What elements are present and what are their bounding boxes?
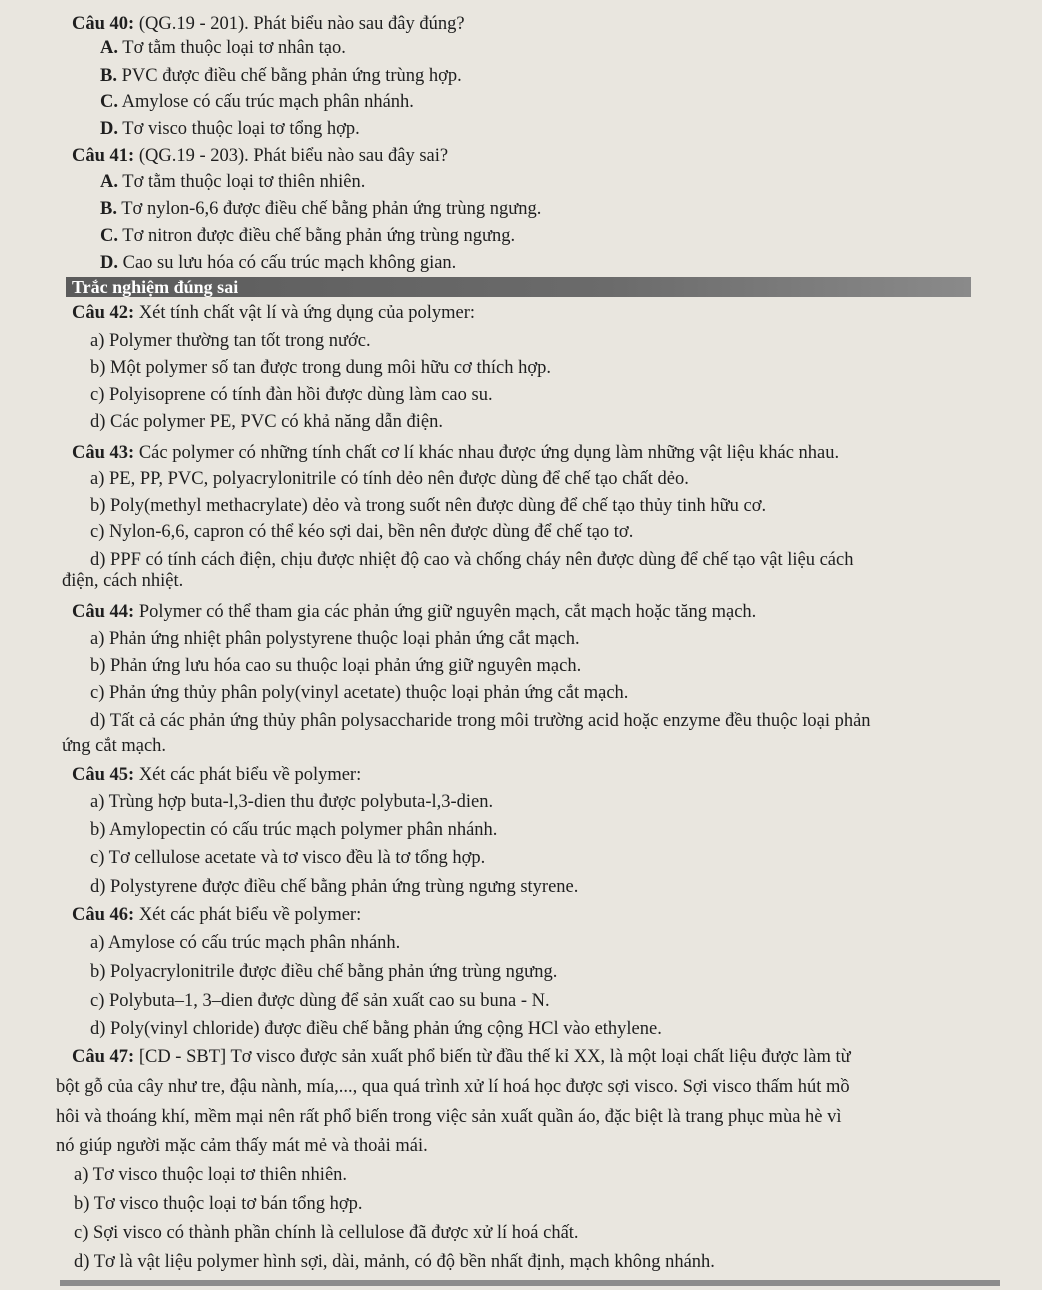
line-label: a): [74, 1165, 89, 1185]
line-label: b): [90, 962, 106, 982]
line-text: ứng cắt mạch.: [62, 736, 167, 756]
line-text: Polybuta–1, 3–dien được dùng để sản xuất cao su buna - N.: [104, 991, 550, 1011]
text-line-q45b: [90, 818, 497, 842]
line-label: Câu 46:: [72, 905, 135, 925]
section-title: Trắc nghiệm đúng sai: [72, 277, 239, 297]
text-line-q43b: [90, 494, 766, 518]
line-text: điện, cách nhiệt.: [62, 571, 184, 591]
line-text: Tơ visco thuộc loại tơ tổng hợp.: [118, 119, 360, 139]
text-line-q47a: [74, 1163, 347, 1187]
text-line-q47l4: [56, 1134, 428, 1158]
line-label: d): [90, 412, 106, 432]
text-line-q41d: [100, 251, 456, 275]
text-line-q46: [72, 903, 361, 927]
line-text: Phản ứng lưu hóa cao su thuộc loại phản ứng giữ nguyên mạch.: [105, 656, 582, 676]
line-label: A.: [100, 172, 118, 192]
text-line-q46a: [90, 931, 400, 955]
line-label: Câu 47:: [72, 1047, 135, 1067]
line-text: Polyisoprene có tính đàn hồi được dùng làm cao su.: [104, 385, 493, 405]
text-line-q47c: [74, 1221, 579, 1245]
bottom-rule: [60, 1280, 1000, 1286]
line-text: Tơ nitron được điều chế bằng phản ứng trùng ngưng.: [118, 226, 516, 246]
text-line-q40: [72, 12, 465, 36]
text-line-q45a: [90, 790, 493, 814]
line-text: Tơ cellulose acetate và tơ visco đều là tơ tổng hợp.: [104, 848, 486, 868]
line-label: a): [90, 933, 105, 953]
text-line-q45: [72, 763, 361, 787]
line-text: PVC được điều chế bằng phản ứng trùng hợp.: [116, 66, 462, 86]
text-line-q41a: [100, 170, 365, 194]
line-text: Tơ visco thuộc loại tơ thiên nhiên.: [88, 1165, 348, 1185]
line-text: Amylose có cấu trúc mạch phân nhánh.: [104, 933, 401, 953]
line-label: d): [90, 711, 106, 731]
line-text: Amylopectin có cấu trúc mạch polymer phân nhánh.: [105, 820, 498, 840]
text-line-q44d2: [62, 734, 166, 758]
line-text: Polymer có thể tham gia các phản ứng giữ nguyên mạch, cắt mạch hoặc tăng mạch.: [134, 602, 757, 622]
line-text: Poly(vinyl chloride) được điều chế bằng phản ứng cộng HCl vào ethylene.: [105, 1019, 662, 1039]
line-text: Cao su lưu hóa có cấu trúc mạch không gian.: [118, 253, 457, 273]
text-line-q43: [72, 441, 839, 465]
line-text: Các polymer có những tính chất cơ lí khác nhau được ứng dụng làm những vật liệu khác nhau.: [134, 443, 840, 463]
line-text: nó giúp người mặc cảm thấy mát mẻ và thoải mái.: [56, 1136, 428, 1156]
line-text: [CD - SBT] Tơ visco được sản xuất phổ biến từ đầu thế kỉ XX, là một loại chất liệu được làm từ: [134, 1047, 851, 1067]
text-line-q42a: [90, 329, 371, 353]
text-line-q40c: [100, 90, 414, 114]
text-line-q47l3: [56, 1105, 842, 1129]
line-text: Xét tính chất vật lí và ứng dụng của polymer:: [134, 303, 476, 323]
line-label: b): [90, 820, 106, 840]
line-text: Phản ứng thủy phân poly(vinyl acetate) thuộc loại phản ứng cắt mạch.: [104, 683, 629, 703]
text-line-q40d: [100, 117, 360, 141]
line-label: C.: [100, 226, 118, 246]
line-label: c): [90, 848, 105, 868]
line-text: (QG.19 - 201). Phát biểu nào sau đây đúng?: [134, 14, 465, 34]
line-label: c): [90, 991, 105, 1011]
line-text: Tơ visco thuộc loại tơ bán tổng hợp.: [89, 1194, 363, 1214]
text-line-q45c: [90, 846, 485, 870]
line-label: b): [90, 358, 106, 378]
line-label: b): [90, 656, 106, 676]
line-label: c): [90, 683, 105, 703]
text-line-q42d: [90, 410, 443, 434]
text-line-q44b: [90, 654, 581, 678]
line-label: Câu 41:: [72, 146, 135, 166]
text-line-q47: [72, 1045, 851, 1069]
line-text: (QG.19 - 203). Phát biểu nào sau đây sai?: [134, 146, 449, 166]
line-label: B.: [100, 199, 117, 219]
line-label: d): [90, 1019, 106, 1039]
line-label: d): [90, 877, 106, 897]
line-text: Trùng hợp buta-l,3-dien thu được polybuta-l,3-dien.: [104, 792, 494, 812]
line-label: a): [90, 469, 105, 489]
line-text: Amylose có cấu trúc mạch phân nhánh.: [118, 92, 414, 112]
line-label: c): [90, 522, 105, 542]
line-text: Polyacrylonitrile được điều chế bằng phản ứng trùng ngưng.: [105, 962, 558, 982]
text-line-q44a: [90, 627, 580, 651]
line-label: Câu 44:: [72, 602, 135, 622]
line-text: Tơ nylon-6,6 được điều chế bằng phản ứng trùng ngưng.: [116, 199, 542, 219]
line-text: PE, PP, PVC, polyacrylonitrile có tính dẻo nên được dùng để chế tạo chất dẻo.: [104, 469, 689, 489]
line-text: Phản ứng nhiệt phân polystyrene thuộc loại phản ứng cắt mạch.: [104, 629, 580, 649]
line-text: Các polymer PE, PVC có khả năng dẫn điện.: [105, 412, 443, 432]
text-line-q46b: [90, 960, 557, 984]
line-text: hôi và thoáng khí, mềm mại nên rất phổ biến trong việc sản xuất quần áo, đặc biệt là trang phục mùa hè vì: [56, 1107, 842, 1127]
text-line-q47d: [74, 1250, 715, 1274]
text-line-q40a: [100, 36, 346, 60]
line-text: Tơ là vật liệu polymer hình sợi, dài, mảnh, có độ bền nhất định, mạch không nhánh.: [89, 1252, 715, 1272]
text-line-q42c: [90, 383, 493, 407]
line-label: Câu 40:: [72, 14, 135, 34]
line-label: d): [90, 550, 106, 570]
line-text: Tơ tằm thuộc loại tơ thiên nhiên.: [118, 172, 366, 192]
line-label: Câu 42:: [72, 303, 135, 323]
line-label: b): [90, 496, 106, 516]
text-line-q41b: [100, 197, 541, 221]
text-line-q43a: [90, 467, 689, 491]
line-text: Một polymer số tan được trong dung môi hữu cơ thích hợp.: [105, 358, 551, 378]
text-line-q44: [72, 600, 756, 624]
line-text: Polystyrene được điều chế bằng phản ứng trùng ngưng styrene.: [105, 877, 579, 897]
line-text: PPF có tính cách điện, chịu được nhiệt độ cao và chống cháy nên được dùng để chế tạo vật liệu cách: [105, 550, 854, 570]
text-line-q43d: [90, 548, 853, 572]
line-text: Poly(methyl methacrylate) dẻo và trong suốt nên được dùng để chế tạo thủy tinh hữu cơ.: [105, 496, 767, 516]
line-label: a): [90, 629, 105, 649]
text-line-q46d: [90, 1017, 662, 1041]
line-text: Xét các phát biểu về polymer:: [134, 905, 362, 925]
line-label: A.: [100, 38, 118, 58]
text-line-q41: [72, 144, 448, 168]
text-line-q42b: [90, 356, 551, 380]
line-label: a): [90, 331, 105, 351]
line-text: Tơ tằm thuộc loại tơ nhân tạo.: [118, 38, 346, 58]
line-text: Tất cả các phản ứng thủy phân polysaccharide trong môi trường acid hoặc enzyme đều thuộc loại phản: [105, 711, 871, 731]
line-text: Polymer thường tan tốt trong nước.: [104, 331, 371, 351]
line-text: Nylon-6,6, capron có thể kéo sợi dai, bền nên được dùng để chế tạo tơ.: [104, 522, 634, 542]
line-label: Câu 43:: [72, 443, 135, 463]
line-text: bột gỗ của cây như tre, đậu nành, mía,..., qua quá trình xử lí hoá học được sợi visco. Sợi visco thấm hút mồ: [56, 1077, 850, 1097]
text-line-q43d2: [62, 569, 183, 593]
line-label: c): [90, 385, 105, 405]
line-text: Sợi visco có thành phần chính là cellulose đã được xử lí hoá chất.: [88, 1223, 579, 1243]
text-line-q41c: [100, 224, 515, 248]
line-label: B.: [100, 66, 117, 86]
text-line-q45d: [90, 875, 578, 899]
line-label: a): [90, 792, 105, 812]
line-text: Xét các phát biểu về polymer:: [134, 765, 362, 785]
text-line-q42: [72, 301, 475, 325]
text-line-q44c: [90, 681, 628, 705]
line-label: D.: [100, 119, 118, 139]
text-line-q47b: [74, 1192, 363, 1216]
text-line-q46c: [90, 989, 550, 1013]
text-line-q40b: [100, 64, 462, 88]
text-line-q47l2: [56, 1075, 850, 1099]
line-label: b): [74, 1194, 90, 1214]
text-line-q43c: [90, 520, 633, 544]
line-label: D.: [100, 253, 118, 273]
line-label: C.: [100, 92, 118, 112]
line-label: d): [74, 1252, 90, 1272]
line-label: Câu 45:: [72, 765, 135, 785]
line-label: c): [74, 1223, 89, 1243]
text-line-q44d: [90, 709, 871, 733]
